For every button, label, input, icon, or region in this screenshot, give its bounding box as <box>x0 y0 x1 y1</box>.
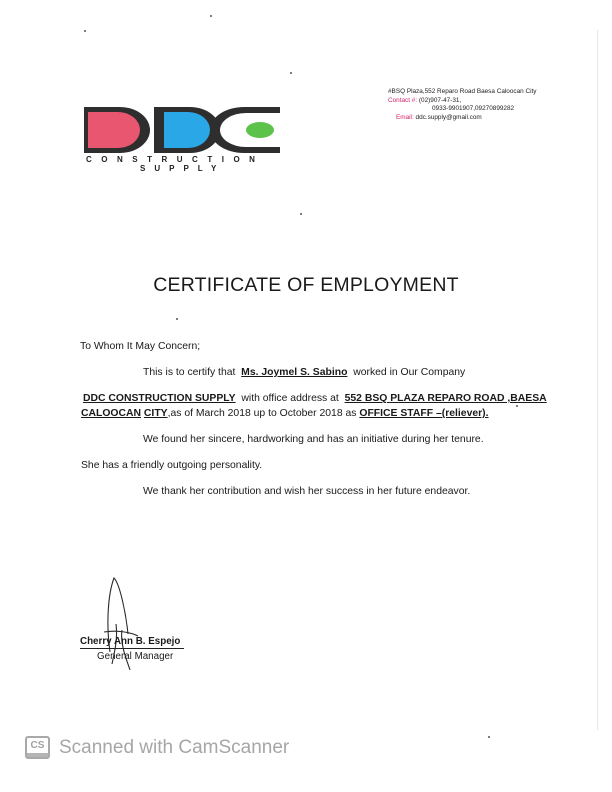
employment-dates: ,as of March 2018 up to October 2018 as <box>167 408 357 419</box>
email-label: Email: <box>396 113 414 121</box>
scan-speck <box>176 318 178 320</box>
employee-name: Ms. Joymel S. Sabino <box>241 367 348 378</box>
scan-speck <box>300 213 302 215</box>
signatory-name: Cherry Ann B. Espejo <box>80 636 181 647</box>
office-address-2a: CALOOCAN <box>81 408 142 419</box>
signatory-title: General Manager <box>97 651 174 662</box>
logo-text-supply: SUPPLY <box>140 164 226 173</box>
ddc-logo-mark-icon <box>84 107 284 153</box>
salutation: To Whom It May Concern; <box>80 341 201 352</box>
p1-prefix: This is to certify that <box>143 367 236 378</box>
letterhead-contact <box>388 88 537 122</box>
logo-text-construction: CONSTRUCTION <box>86 155 265 164</box>
company-name: DDC CONSTRUCTION SUPPLY <box>83 393 236 404</box>
paragraph-5: We thank her contribution and wish her success in her future endeavor. <box>143 486 471 497</box>
scan-speck <box>210 15 212 17</box>
paragraph-1 <box>143 367 465 378</box>
paragraph-3: We found her sincere, hardworking and has an initiative during her tenure. <box>143 434 484 445</box>
signature-line <box>80 648 184 649</box>
document-title: CERTIFICATE OF EMPLOYMENT <box>153 274 459 296</box>
scan-speck <box>516 405 518 407</box>
paragraph-2-line-1 <box>83 393 547 404</box>
camscanner-icon: CS <box>25 736 50 759</box>
contact-phone-2: 0933-9901907,09270899282 <box>432 105 515 113</box>
company-logo <box>84 107 284 177</box>
contact-email: ddc.supply@gmail.com <box>415 113 482 121</box>
scan-speck <box>290 72 292 74</box>
contact-phone-1: (02)907-47-31, <box>418 96 462 104</box>
paragraph-2-line-2 <box>81 408 489 419</box>
position: OFFICE STAFF –(reliever). <box>359 408 489 419</box>
company-address: #BSQ Plaza,552 Reparo Road Baesa Caloocan City <box>388 88 537 95</box>
p2-mid: with office address at <box>241 393 339 404</box>
office-address-1: 552 BSQ PLAZA REPARO ROAD ,BAESA <box>344 393 547 404</box>
camscanner-text: Scanned with CamScanner <box>59 736 290 758</box>
page-edge <box>597 30 598 730</box>
office-address-2b: CITY <box>143 408 168 419</box>
paragraph-4: She has a friendly outgoing personality. <box>81 460 263 471</box>
camscanner-watermark <box>25 736 289 759</box>
p1-suffix: worked in Our Company <box>353 367 466 378</box>
scan-speck <box>488 736 490 738</box>
contact-label: Contact #: <box>388 96 418 104</box>
scan-speck <box>84 30 86 32</box>
